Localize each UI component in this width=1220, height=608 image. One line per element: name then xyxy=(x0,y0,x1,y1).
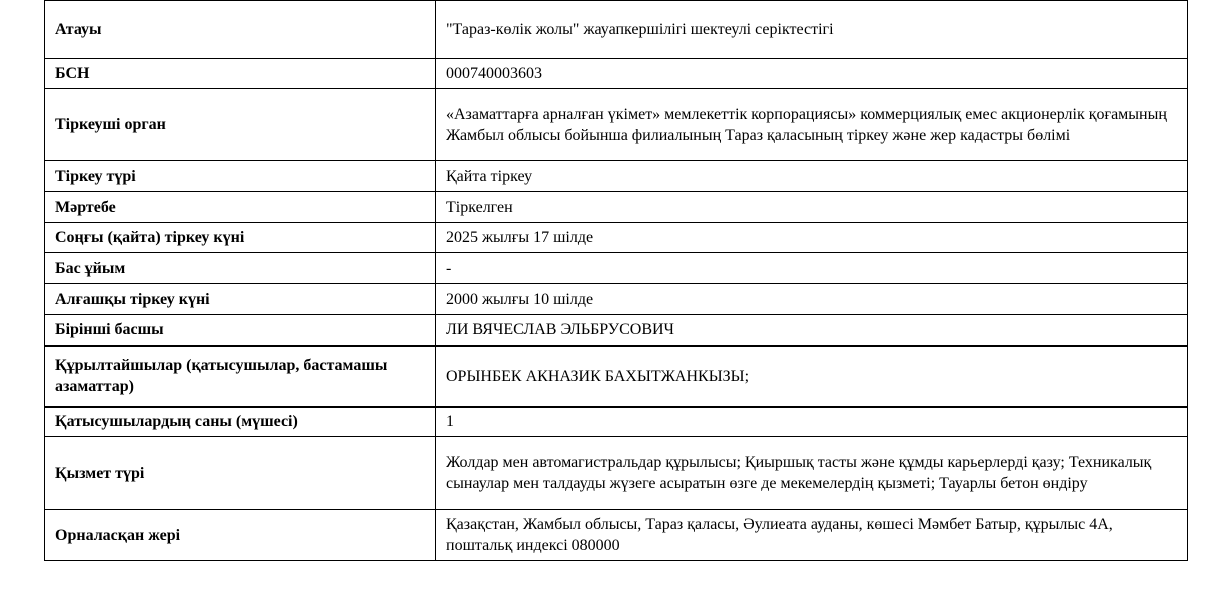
row-value: 1 xyxy=(436,407,1188,437)
row-value: ОРЫНБЕК АКНАЗИК БАХЫТЖАНКЫЗЫ; xyxy=(436,346,1188,407)
table-row xyxy=(45,284,1188,315)
row-label: Соңғы (қайта) тіркеу күні xyxy=(45,223,436,253)
row-label: Құрылтайшылар (қатысушылар, бастамашы азаматтар) xyxy=(45,346,436,407)
table-row xyxy=(45,437,1188,510)
table-row xyxy=(45,253,1188,284)
table-row xyxy=(45,510,1188,561)
row-label: БСН xyxy=(45,59,436,89)
table-row xyxy=(45,161,1188,192)
row-value: Қайта тіркеу xyxy=(436,161,1188,192)
row-label: Орналасқан жері xyxy=(45,510,436,561)
table-row xyxy=(45,192,1188,223)
row-label: Бірінші басшы xyxy=(45,315,436,346)
row-value: ЛИ ВЯЧЕСЛАВ ЭЛЬБРУСОВИЧ xyxy=(436,315,1188,346)
row-label: Алғашқы тіркеу күні xyxy=(45,284,436,315)
table-row xyxy=(45,59,1188,89)
row-value: 2025 жылғы 17 шілде xyxy=(436,223,1188,253)
row-label: Қатысушылардың саны (мүшесі) xyxy=(45,407,436,437)
table-row xyxy=(45,89,1188,161)
row-label: Мәртебе xyxy=(45,192,436,223)
table-row xyxy=(45,315,1188,346)
row-value: Қазақстан, Жамбыл облысы, Тараз қаласы, Әулиеата ауданы, көшесі Мәмбет Батыр, құрылыс 4А, поштальқ индексі 080000 xyxy=(436,510,1188,561)
row-label: Тіркеуші орган xyxy=(45,89,436,161)
table-row xyxy=(45,407,1188,437)
row-label: Атауы xyxy=(45,1,436,59)
row-value: Тіркелген xyxy=(436,192,1188,223)
row-value: Жолдар мен автомагистральдар құрылысы; Қиыршық тасты және құмды карьерлерді қазу; Техникалық сынаулар мен талдауды жүзеге асыратын өзге де мекемелердің қызметі; Тауарлы бетон өндіру xyxy=(436,437,1188,510)
row-value: - xyxy=(436,253,1188,284)
row-value: "Тараз-көлік жолы" жауапкершілігі шектеулі серіктестігі xyxy=(436,1,1188,59)
row-value: 2000 жылғы 10 шілде xyxy=(436,284,1188,315)
registration-info-table xyxy=(44,0,1188,561)
row-label: Бас ұйым xyxy=(45,253,436,284)
row-label: Тіркеу түрі xyxy=(45,161,436,192)
table-row xyxy=(45,346,1188,407)
row-value: «Азаматтарға арналған үкімет» мемлекеттік корпорациясы» коммерциялық емес акционерлік қоғамының Жамбыл облысы бойынша филиалының Тараз қаласының тіркеу және жер кадастры бөлімі xyxy=(436,89,1188,161)
row-value: 000740003603 xyxy=(436,59,1188,89)
row-label: Қызмет түрі xyxy=(45,437,436,510)
table-row xyxy=(45,223,1188,253)
table-row xyxy=(45,1,1188,59)
